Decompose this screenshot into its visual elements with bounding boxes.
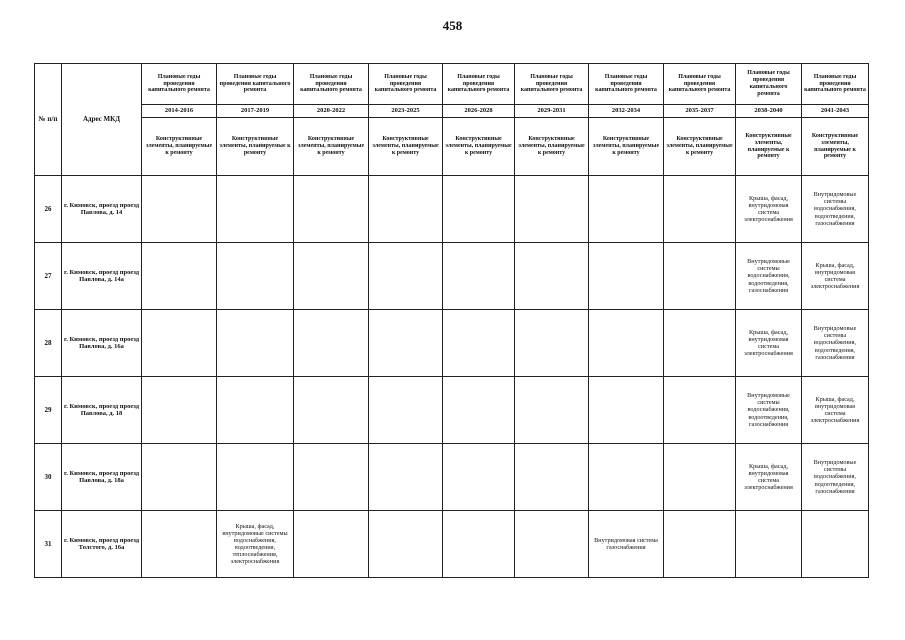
repair-elements-cell: [515, 243, 589, 310]
repair-elements-cell: Крыша, фасад, внутридомовая система электроснабжения: [736, 176, 802, 243]
repair-elements-cell: [664, 310, 736, 377]
repair-elements-cell: [515, 511, 589, 578]
repair-elements-cell: Крыша, фасад, внутридомовые системы водоснабжения, водоотведения, теплоснабжения, электроснабжения: [217, 511, 294, 578]
repair-elements-cell: [443, 444, 515, 511]
repair-elements-cell: Внутридомовая система газоснабжения: [589, 511, 664, 578]
period-plan-header: Плановые годы проведения капитального ремонта: [294, 64, 369, 105]
repair-elements-cell: [217, 176, 294, 243]
repair-elements-cell: [142, 377, 217, 444]
repair-elements-cell: [443, 243, 515, 310]
page-number: 458: [442, 18, 463, 33]
period-years-header: 2020-2022: [294, 105, 369, 118]
repair-elements-cell: [217, 310, 294, 377]
repair-elements-cell: [142, 243, 217, 310]
repair-elements-cell: [142, 176, 217, 243]
repair-schedule-table: [34, 63, 869, 578]
table-body: [35, 176, 869, 578]
row-number: 30: [35, 444, 62, 511]
row-address: г. Кимовск, проезд проезд Павлова, д. 16а: [62, 310, 142, 377]
row-number: 28: [35, 310, 62, 377]
repair-elements-cell: [369, 243, 443, 310]
repair-elements-cell: [294, 377, 369, 444]
repair-elements-cell: Внутридомовые системы водоснабжения, водоотведения, газоснабжения: [802, 310, 869, 377]
repair-elements-cell: [589, 176, 664, 243]
repair-elements-cell: [294, 511, 369, 578]
header-row-elements: [35, 118, 869, 176]
repair-elements-cell: Внутридомовые системы водоснабжения, водоотведения, газоснабжения: [736, 377, 802, 444]
repair-elements-cell: [664, 176, 736, 243]
repair-elements-cell: Крыша, фасад, внутридомовая система электроснабжения: [802, 377, 869, 444]
row-number: 29: [35, 377, 62, 444]
table-row: [35, 176, 869, 243]
address-column-header: Адрес МКД: [62, 64, 142, 176]
repair-elements-cell: [664, 377, 736, 444]
repair-elements-cell: Крыша, фасад, внутридомовая система электроснабжения: [736, 310, 802, 377]
repair-elements-cell: [294, 444, 369, 511]
repair-elements-cell: [802, 511, 869, 578]
period-years-header: 2029-2031: [515, 105, 589, 118]
repair-elements-cell: [443, 176, 515, 243]
repair-elements-cell: [217, 243, 294, 310]
repair-elements-cell: Внутридомовые системы водоснабжения, водоотведения, газоснабжения: [802, 176, 869, 243]
repair-elements-cell: [369, 377, 443, 444]
period-years-header: 2026-2028: [443, 105, 515, 118]
period-plan-header: Плановые годы проведения капитального ремонта: [217, 64, 294, 105]
table-row: [35, 511, 869, 578]
repair-elements-cell: Крыша, фасад, внутридомовая система электроснабжения: [802, 243, 869, 310]
repair-elements-cell: Внутридомовые системы водоснабжения, водоотведения, газоснабжения: [802, 444, 869, 511]
period-elements-header: Конструктивные элементы, планируемые к ремонту: [294, 118, 369, 176]
period-plan-header: Плановые годы проведения капитального ремонта: [142, 64, 217, 105]
period-plan-header: Плановые годы проведения капитального ремонта: [664, 64, 736, 105]
repair-elements-cell: [369, 444, 443, 511]
repair-elements-cell: [369, 176, 443, 243]
repair-elements-cell: [589, 310, 664, 377]
period-elements-header: Конструктивные элементы, планируемые к ремонту: [369, 118, 443, 176]
repair-elements-cell: [142, 310, 217, 377]
repair-elements-cell: [142, 444, 217, 511]
table-row: [35, 243, 869, 310]
period-plan-header: Плановые годы проведения капитального ремонта: [736, 64, 802, 105]
period-elements-header: Конструктивные элементы, планируемые к ремонту: [589, 118, 664, 176]
repair-elements-cell: [515, 310, 589, 377]
repair-elements-cell: [294, 310, 369, 377]
period-elements-header: Конструктивные элементы, планируемые к ремонту: [217, 118, 294, 176]
period-elements-header: Конструктивные элементы, планируемые к ремонту: [802, 118, 869, 176]
repair-elements-cell: [589, 377, 664, 444]
repair-elements-cell: [736, 511, 802, 578]
period-years-header: 2038-2040: [736, 105, 802, 118]
period-elements-header: Конструктивные элементы, планируемые к ремонту: [664, 118, 736, 176]
period-years-header: 2017-2019: [217, 105, 294, 118]
repair-elements-cell: [142, 511, 217, 578]
repair-elements-cell: [217, 377, 294, 444]
repair-elements-cell: [443, 511, 515, 578]
num-column-header: № п/п: [35, 64, 62, 176]
repair-elements-cell: [664, 444, 736, 511]
repair-elements-cell: [664, 243, 736, 310]
row-address: г. Кимовск, проезд проезд Павлова, д. 18: [62, 377, 142, 444]
table-row: [35, 377, 869, 444]
header-row-plan: [35, 64, 869, 105]
row-address: г. Кимовск, проезд проезд Толстого, д. 16а: [62, 511, 142, 578]
row-number: 26: [35, 176, 62, 243]
repair-elements-cell: [515, 176, 589, 243]
row-number: 27: [35, 243, 62, 310]
header-row-years: [35, 105, 869, 118]
row-number: 31: [35, 511, 62, 578]
period-elements-header: Конструктивные элементы, планируемые к ремонту: [443, 118, 515, 176]
period-years-header: 2041-2043: [802, 105, 869, 118]
repair-elements-cell: Внутридомовые системы водоснабжения, водоотведения, газоснабжения: [736, 243, 802, 310]
row-address: г. Кимовск, проезд проезд Павлова, д. 14а: [62, 243, 142, 310]
table-row: [35, 310, 869, 377]
repair-elements-cell: [217, 444, 294, 511]
repair-elements-cell: [664, 511, 736, 578]
repair-elements-cell: [515, 444, 589, 511]
repair-elements-cell: [589, 444, 664, 511]
period-plan-header: Плановые годы проведения капитального ремонта: [515, 64, 589, 105]
period-plan-header: Плановые годы проведения капитального ремонта: [369, 64, 443, 105]
repair-elements-cell: [369, 511, 443, 578]
repair-elements-cell: [515, 377, 589, 444]
repair-elements-cell: [369, 310, 443, 377]
row-address: г. Кимовск, проезд проезд Павлова, д. 14: [62, 176, 142, 243]
repair-elements-cell: [294, 176, 369, 243]
period-years-header: 2023-2025: [369, 105, 443, 118]
repair-elements-cell: [443, 310, 515, 377]
period-plan-header: Плановые годы проведения капитального ремонта: [802, 64, 869, 105]
repair-elements-cell: Крыша, фасад, внутридомовая система электроснабжения: [736, 444, 802, 511]
period-elements-header: Конструктивные элементы, планируемые к ремонту: [515, 118, 589, 176]
period-plan-header: Плановые годы проведения капитального ремонта: [443, 64, 515, 105]
period-plan-header: Плановые годы проведения капитального ремонта: [589, 64, 664, 105]
period-elements-header: Конструктивные элементы, планируемые к ремонту: [736, 118, 802, 176]
repair-elements-cell: [443, 377, 515, 444]
period-years-header: 2035-2037: [664, 105, 736, 118]
period-years-header: 2014-2016: [142, 105, 217, 118]
period-years-header: 2032-2034: [589, 105, 664, 118]
period-elements-header: Конструктивные элементы, планируемые к ремонту: [142, 118, 217, 176]
row-address: г. Кимовск, проезд проезд Павлова, д. 18а: [62, 444, 142, 511]
repair-elements-cell: [589, 243, 664, 310]
repair-elements-cell: [294, 243, 369, 310]
table-row: [35, 444, 869, 511]
